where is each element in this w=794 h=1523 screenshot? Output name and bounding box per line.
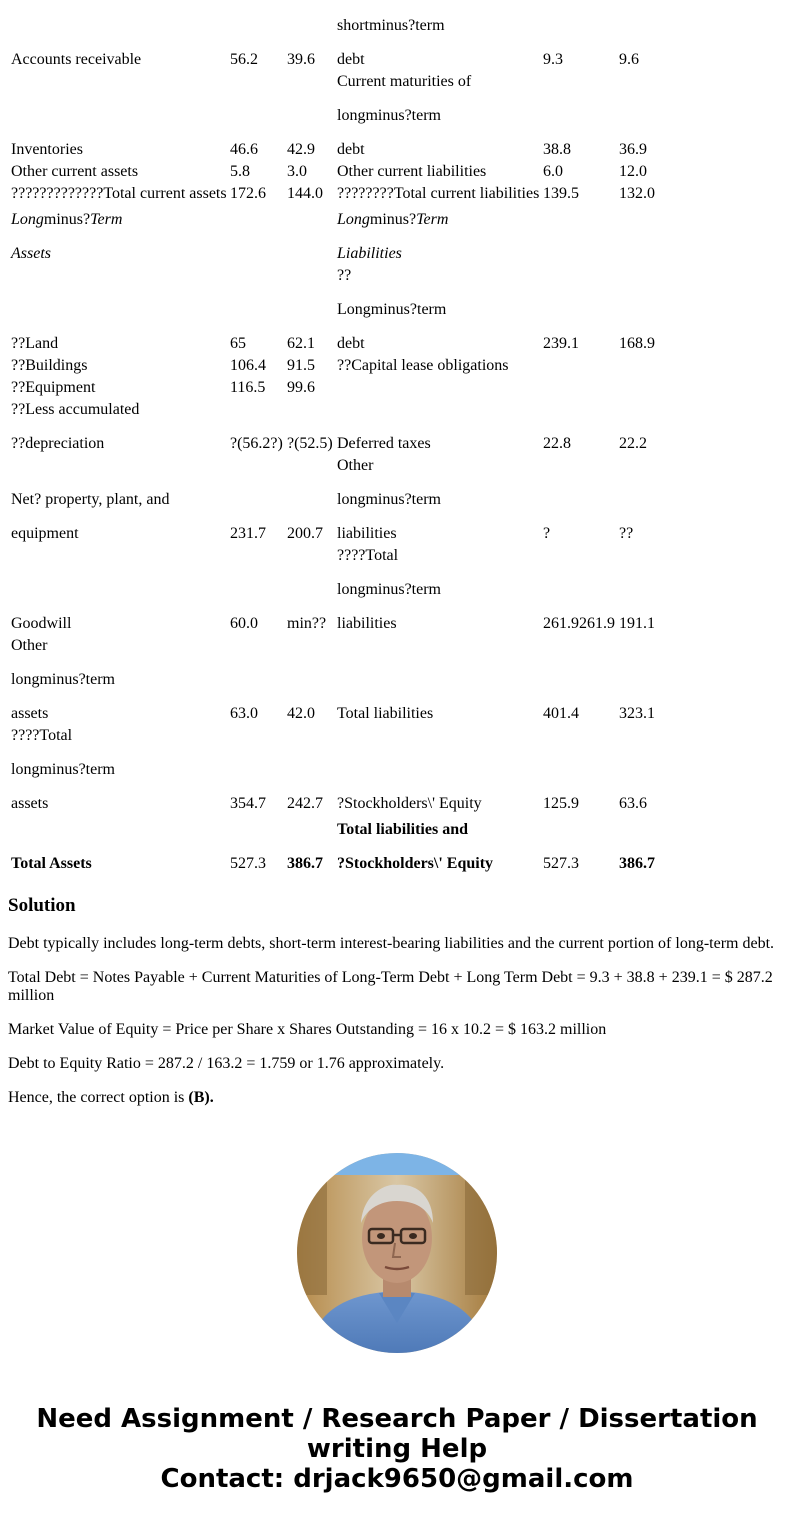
- cell-left-value-2: 3.0: [287, 163, 307, 180]
- cell-left-value-2: 62.1: [287, 335, 315, 352]
- cell-right-value-1: 261.9261.9: [543, 615, 615, 632]
- portrait-image: [297, 1153, 497, 1353]
- cell-left-label: longminus?term: [11, 761, 115, 778]
- cell-right-value-1: 6.0: [543, 163, 563, 180]
- cell-right-value-2: ??: [619, 525, 634, 542]
- cell-right-label: Other current liabilities: [337, 163, 487, 180]
- cell-left-label: assets: [11, 795, 49, 812]
- total-liabilities-equity-label: ?Stockholders\' Equity: [337, 855, 494, 872]
- cell-right-label: Longminus?term: [337, 301, 447, 318]
- cell-left-value-1: 65: [230, 335, 246, 352]
- cell-right-value-2: 132.0: [619, 185, 655, 202]
- cell-left-value-1: 60.0: [230, 615, 258, 632]
- cell-right-value-2: 36.9: [619, 141, 647, 158]
- cell-left-label: Other: [11, 637, 48, 654]
- cell-left-label: Net? property, plant, and: [11, 491, 170, 508]
- cell-left-value-2: min??: [287, 615, 327, 632]
- author-photo: [297, 1153, 497, 1353]
- cell-left-value-1: 56.2: [230, 51, 258, 68]
- cell-left-value-2: ?(52.5): [287, 435, 333, 452]
- header-part: minus?: [369, 211, 417, 228]
- solution-paragraph: Total Debt = Notes Payable + Current Maturities of Long-Term Debt + Long Term Debt = 9.3 + 38.8 + 239.1 = $ 287.2 million: [8, 969, 773, 1004]
- cell-left-label: equipment: [11, 525, 79, 542]
- cell-left-value-2: 42.0: [287, 705, 315, 722]
- cell-left-value-1: 5.8: [230, 163, 250, 180]
- cell-right-label: Current maturities of: [337, 73, 472, 90]
- cell-right-value-2: 9.6: [619, 51, 639, 68]
- cell-left-value-1: 63.0: [230, 705, 258, 722]
- cell-right-value-1: 125.9: [543, 795, 579, 812]
- cell-left-value-1: 354.7: [230, 795, 266, 812]
- cell-left-value-2: 144.0: [287, 185, 323, 202]
- cell-left-label: Inventories: [11, 141, 83, 158]
- cell-right-label: longminus?term: [337, 107, 441, 124]
- cell-right-label: debt: [337, 51, 365, 68]
- header-part: Long: [11, 211, 44, 228]
- cell-right-label: ??: [337, 267, 352, 284]
- cell-left-value-1: ?(56.2?): [230, 435, 283, 452]
- cell-left-value-1: 106.4: [230, 357, 266, 374]
- cell-left-value-2: 99.6: [287, 379, 315, 396]
- section-header-long-term-assets: [11, 211, 122, 229]
- cell-right-label: ????????Total current liabilities: [337, 185, 540, 202]
- cell-right-label: longminus?term: [337, 491, 441, 508]
- cell-left-value-2: 91.5: [287, 357, 315, 374]
- solution-heading: Solution: [8, 895, 76, 916]
- cell-right-label: ?Stockholders\' Equity: [337, 795, 482, 812]
- cell-right-value-2: 12.0: [619, 163, 647, 180]
- cell-left-label: Accounts receivable: [11, 51, 142, 68]
- section-header-liabilities: Liabilities: [337, 245, 402, 262]
- cell-right-value-1: ?: [543, 525, 551, 542]
- solution-paragraph: Debt to Equity Ratio = 287.2 / 163.2 = 1.759 or 1.76 approximately.: [8, 1055, 445, 1072]
- cell-right-value-1: 9.3: [543, 51, 563, 68]
- promo-text: Need Assignment / Research Paper / Dissertation writing Help: [36, 1404, 758, 1464]
- section-header-long-term-liabilities: [337, 211, 448, 229]
- cell-right-label: ????Total: [337, 547, 399, 564]
- cell-right-label: shortminus?term: [337, 17, 445, 34]
- cell-right-label: debt: [337, 335, 365, 352]
- cell-right-label: Total liabilities: [337, 705, 434, 722]
- total-liabilities-equity-value-1: 527.3: [543, 855, 579, 872]
- cell-left-value-2: 200.7: [287, 525, 323, 542]
- cell-right-value-1: 401.4: [543, 705, 579, 722]
- cell-left-label: ????Total: [11, 727, 73, 744]
- cell-left-value-1: 116.5: [230, 379, 266, 396]
- cell-right-value-1: 22.8: [543, 435, 571, 452]
- total-assets-value-1: 527.3: [230, 855, 266, 872]
- cell-right-value-2: 191.1: [619, 615, 655, 632]
- cell-left-label: ??Buildings: [11, 357, 88, 374]
- section-header-assets: Assets: [11, 245, 51, 262]
- cell-right-value-2: 22.2: [619, 435, 647, 452]
- header-part: Term: [90, 211, 123, 228]
- cell-left-value-1: 172.6: [230, 185, 266, 202]
- cell-left-label: ??depreciation: [11, 435, 105, 452]
- total-liabilities-equity-value-2: 386.7: [619, 855, 655, 872]
- cell-right-label: liabilities: [337, 525, 397, 542]
- total-assets-label: Total Assets: [11, 855, 92, 872]
- cell-right-value-1: 38.8: [543, 141, 571, 158]
- cell-left-label: ??Land: [11, 335, 59, 352]
- cell-left-label: Goodwill: [11, 615, 72, 632]
- cell-left-value-2: 42.9: [287, 141, 315, 158]
- header-part: Long: [337, 211, 370, 228]
- promo-contact: Contact: drjack9650@gmail.com: [160, 1464, 634, 1494]
- solution-paragraph: Debt typically includes long-term debts, short-term interest-bearing liabilities and the current portion of long-term debt.: [8, 935, 775, 952]
- total-assets-value-2: 386.7: [287, 855, 323, 872]
- cell-left-label: Other current assets: [11, 163, 139, 180]
- cell-right-label: longminus?term: [337, 581, 441, 598]
- cell-left-label: assets: [11, 705, 49, 722]
- cell-left-label: ??Equipment: [11, 379, 96, 396]
- solution-paragraph: Market Value of Equity = Price per Share x Shares Outstanding = 16 x 10.2 = $ 163.2 million: [8, 1021, 607, 1038]
- cell-left-value-1: 231.7: [230, 525, 266, 542]
- cell-right-label: ??Capital lease obligations: [337, 357, 509, 374]
- cell-right-value-2: 168.9: [619, 335, 655, 352]
- cell-right-label: Deferred taxes: [337, 435, 431, 452]
- cell-right-label: Other: [337, 457, 374, 474]
- cell-right-value-1: 239.1: [543, 335, 579, 352]
- cell-left-label: ??Less accumulated: [11, 401, 140, 418]
- cell-left-value-2: 242.7: [287, 795, 323, 812]
- cell-left-label: longminus?term: [11, 671, 115, 688]
- correct-option: (B).: [188, 1089, 214, 1106]
- cell-left-value-2: 39.6: [287, 51, 315, 68]
- header-part: Term: [416, 211, 449, 228]
- cell-right-label: liabilities: [337, 615, 397, 632]
- cell-left-value-1: 46.6: [230, 141, 258, 158]
- cell-right-value-2: 323.1: [619, 705, 655, 722]
- solution-conclusion: [8, 1089, 786, 1107]
- cell-left-label: ?????????????Total current assets: [11, 185, 227, 202]
- cell-right-value-1: 139.5: [543, 185, 579, 202]
- conclusion-text: Hence, the correct option is: [8, 1089, 189, 1106]
- cell-right-label: debt: [337, 141, 365, 158]
- cell-right-value-2: 63.6: [619, 795, 647, 812]
- cell-right-label: Total liabilities and: [337, 821, 468, 838]
- header-part: minus?: [43, 211, 91, 228]
